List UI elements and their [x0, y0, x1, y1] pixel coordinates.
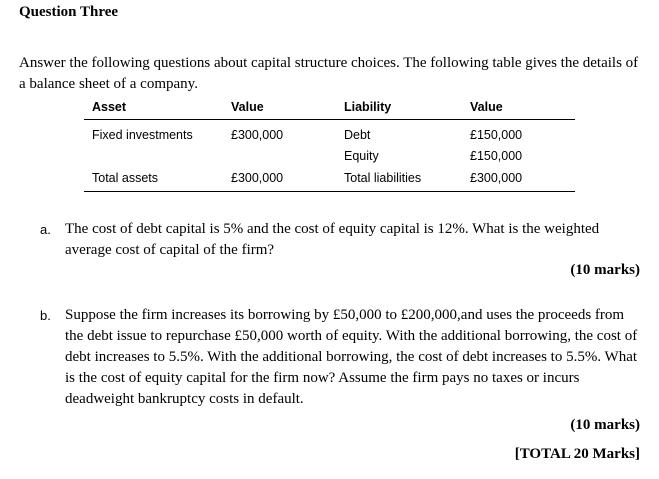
question-a-label: a.	[40, 222, 51, 237]
question-a	[40, 219, 640, 261]
table-cell	[84, 145, 231, 167]
table-row	[84, 145, 575, 167]
question-b-label: b.	[40, 308, 51, 323]
header-liability: Liability	[344, 94, 470, 120]
question-heading: Question Three	[19, 4, 119, 20]
table-header-row	[84, 94, 575, 120]
table-row	[84, 167, 575, 192]
table-cell: Total assets	[84, 167, 231, 192]
question-b	[40, 305, 640, 410]
table-row	[84, 120, 575, 146]
question-b-text: Suppose the firm increases its borrowing by £50,000 to £200,000,and uses the proceeds from the debt issue to repurchase £50,000 worth of equity. With the additional borrowing, the cost of debt increases to 5.5%. With the additional borrowing, the cost of debt increases to 5.5%. What is the cost of equity capital for the firm now? Assume the firm pays no taxes or incurs deadweight bankruptcy costs in default.	[65, 307, 638, 407]
header-asset: Asset	[84, 94, 231, 120]
table-cell: £150,000	[470, 127, 523, 142]
header-liability-value: Value	[470, 94, 575, 120]
question-a-text: The cost of debt capital is 5% and the cost of equity capital is 12%. What is the weighted average cost of capital of the firm?	[65, 221, 600, 258]
balance-sheet-table	[84, 94, 575, 192]
table-cell: £150,000	[470, 149, 523, 163]
table-cell: Equity	[344, 149, 379, 163]
header-asset-value: Value	[231, 94, 344, 120]
table-cell	[231, 145, 344, 167]
table-cell: Debt	[344, 127, 371, 142]
question-a-marks: (10 marks)	[570, 262, 640, 278]
intro-paragraph: Answer the following questions about capital structure choices. The following table gives the details of a balance sheet of a company.	[19, 55, 639, 92]
total-marks: [TOTAL 20 Marks]	[514, 446, 640, 462]
table-cell: £300,000	[231, 127, 284, 142]
question-b-marks: (10 marks)	[570, 417, 640, 433]
table-cell: Total liabilities	[344, 167, 470, 192]
table-cell: Fixed investments	[92, 127, 193, 142]
table-cell: £300,000	[470, 167, 575, 192]
table-cell: £300,000	[231, 167, 344, 192]
